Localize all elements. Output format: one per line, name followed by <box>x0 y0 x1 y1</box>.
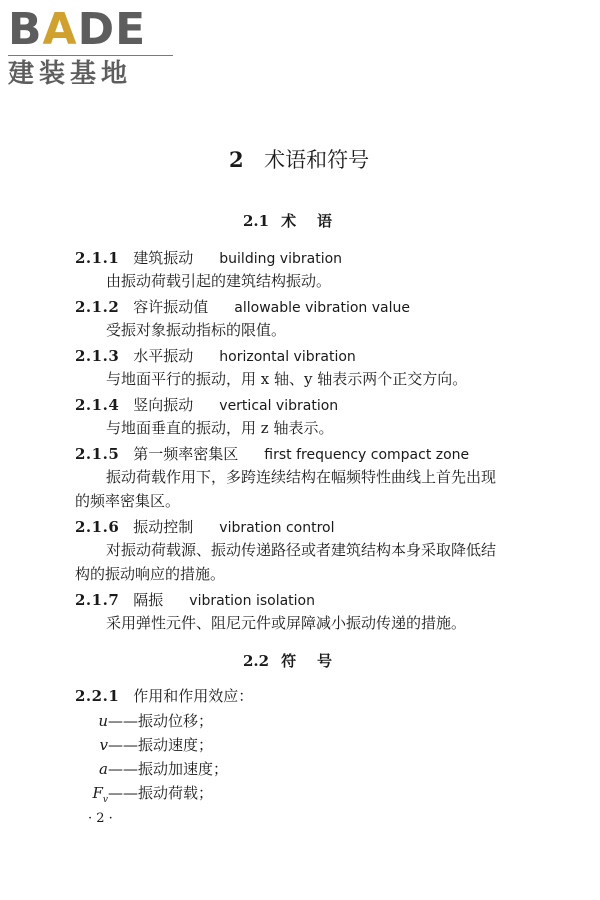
term-chinese: 水平振动 <box>133 347 194 365</box>
term-chinese: 容许振动值 <box>133 298 209 316</box>
symbol-base: a <box>99 760 108 778</box>
term-chinese: 第一频率密集区 <box>133 445 239 463</box>
term-entry-2.1.6 <box>75 516 334 539</box>
symbol-letter <box>86 734 108 756</box>
term-number: 2.1.4 <box>75 396 120 414</box>
section-title: 术 语 <box>281 212 332 230</box>
bade-logo <box>8 4 176 90</box>
term-number: 2.1.1 <box>75 249 120 267</box>
term-definition-line: 采用弹性元件、阻尼元件或屏障减小振动传递的措施。 <box>106 614 467 632</box>
term-english: allowable vibration value <box>234 300 410 316</box>
logo-divider <box>8 55 173 56</box>
term-english: horizontal vibration <box>219 349 356 365</box>
symbol-base: u <box>98 712 108 730</box>
term-definition-line: 对振动荷载源、振动传递路径或者建筑结构本身采取降低结 <box>106 541 497 559</box>
term-chinese: 竖向振动 <box>133 396 194 414</box>
term-number: 2.1.6 <box>75 518 120 536</box>
logo-letter-a: A <box>42 4 78 55</box>
term-definition-line: 的频率密集区。 <box>75 492 181 510</box>
symbol-group-title: 作用和作用效应： <box>133 687 254 705</box>
term-english: vibration control <box>219 520 335 536</box>
section-number: 2.2 <box>243 652 270 670</box>
symbol-description: ——振动速度； <box>108 736 214 754</box>
term-entry-2.1.7 <box>75 589 315 612</box>
term-english: vibration isolation <box>189 593 315 609</box>
term-number: 2.1.2 <box>75 298 120 316</box>
term-english: building vibration <box>219 251 343 267</box>
term-entry-2.1.4 <box>75 394 338 417</box>
term-definition-line: 振动荷载作用下，多跨连续结构在幅频特性曲线上首先出现 <box>106 468 497 486</box>
symbol-description: ——振动位移； <box>108 712 214 730</box>
chapter-heading <box>229 146 369 174</box>
symbol-entry <box>86 782 213 811</box>
symbol-group-heading <box>75 685 253 707</box>
symbol-subscript: v <box>102 795 108 805</box>
logo-letters-de: DE <box>77 4 147 55</box>
section-terms-heading <box>243 210 332 232</box>
term-entry-2.1.1 <box>75 247 342 270</box>
symbol-letter <box>86 782 108 811</box>
term-definition-line: 与地面平行的振动，用 x 轴、y 轴表示两个正交方向。 <box>106 370 468 388</box>
symbol-letter <box>86 710 108 732</box>
term-chinese: 建筑振动 <box>133 249 194 267</box>
term-definition-line: 构的振动响应的措施。 <box>75 565 226 583</box>
term-entry-2.1.2 <box>75 296 410 319</box>
page-number: · 2 · <box>88 811 113 826</box>
term-entry-2.1.5 <box>75 443 469 466</box>
term-definition-line: 受振对象振动指标的限值。 <box>106 321 287 339</box>
term-chinese: 隔振 <box>133 591 164 609</box>
item-number: 2.2.1 <box>75 687 120 705</box>
section-symbols-heading <box>243 650 332 672</box>
term-english: vertical vibration <box>219 398 339 414</box>
term-entry-2.1.3 <box>75 345 356 368</box>
symbol-description: ——振动加速度； <box>108 760 229 778</box>
symbol-base: v <box>99 736 108 754</box>
symbol-entry <box>86 734 213 756</box>
symbol-letter <box>86 758 108 780</box>
term-chinese: 振动控制 <box>133 518 194 536</box>
term-number: 2.1.5 <box>75 445 120 463</box>
symbol-entry <box>86 710 213 732</box>
section-number: 2.1 <box>243 212 270 230</box>
symbol-base: F <box>92 784 103 802</box>
chapter-number: 2 <box>229 147 245 172</box>
term-english: first frequency compact zone <box>264 447 470 463</box>
logo-letter-b: B <box>8 4 43 55</box>
section-title: 符 号 <box>281 652 332 670</box>
term-definition-line: 由振动荷载引起的建筑结构振动。 <box>106 272 332 290</box>
term-number: 2.1.7 <box>75 591 120 609</box>
chapter-title: 术语和符号 <box>264 148 370 172</box>
symbol-description: ——振动荷载； <box>108 784 214 802</box>
term-definition-line: 与地面垂直的振动，用 z 轴表示。 <box>106 419 334 437</box>
symbol-entry <box>86 758 228 780</box>
term-number: 2.1.3 <box>75 347 120 365</box>
logo-wordmark <box>8 4 176 56</box>
logo-subtitle: 建装基地 <box>8 59 133 89</box>
